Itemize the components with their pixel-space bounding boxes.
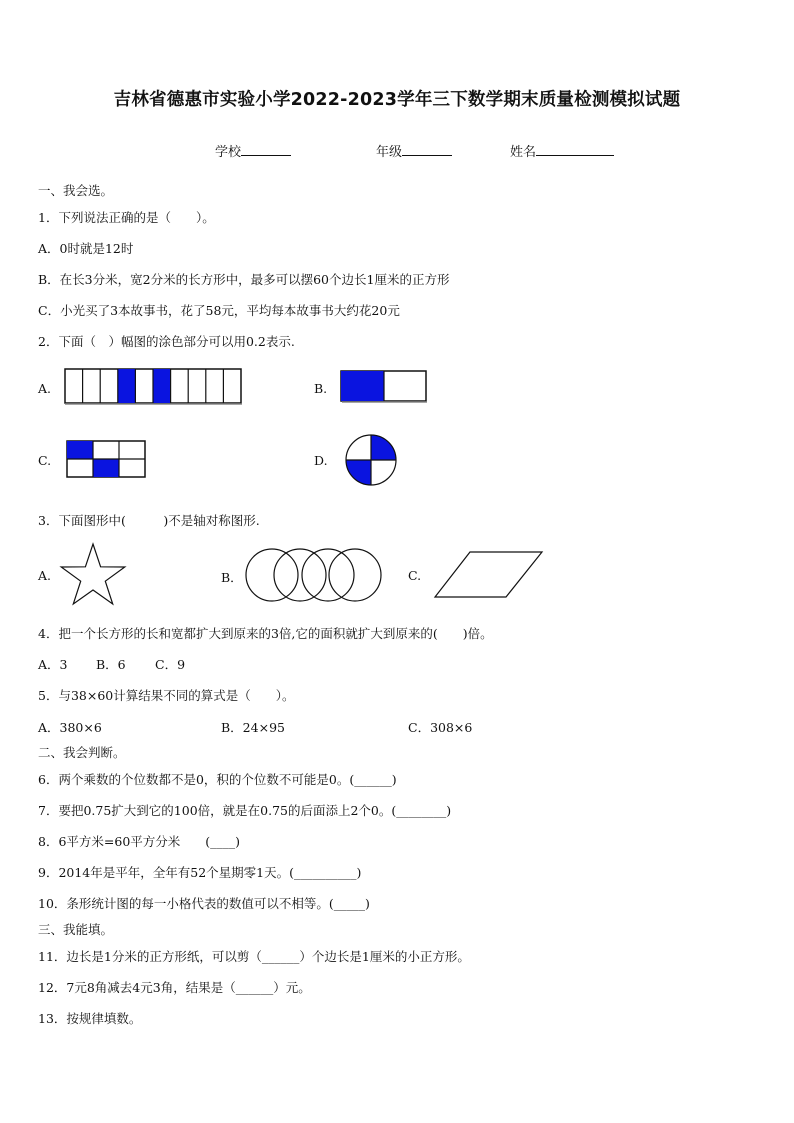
q2-figure-c[interactable]	[66, 440, 148, 480]
q2-figure-a[interactable]	[64, 368, 244, 406]
section-2-heading: 二、我会判断。	[38, 745, 126, 760]
q3-option-b-label[interactable]: B．	[221, 570, 243, 585]
q11-text: 11．边长是1分米的正方形纸，可以剪（______）个边长是1厘米的小正方形。	[38, 949, 470, 964]
q2-option-b-label[interactable]: B.	[314, 381, 328, 396]
q2-figure-d[interactable]	[344, 432, 400, 490]
name-label: 姓名	[510, 145, 537, 160]
q8-text: 8．6平方米=60平方分米 (____)	[38, 834, 241, 849]
q13-text: 13．按规律填数。	[38, 1011, 142, 1026]
q2-option-d-label[interactable]: D.	[314, 453, 328, 468]
q5-option-c[interactable]: C．308×6	[408, 720, 473, 735]
q5-stem: 5．与38×60计算结果不同的算式是（ ）。	[38, 688, 295, 703]
school-label: 学校	[215, 145, 242, 160]
section-3-heading: 三、我能填。	[38, 922, 114, 937]
q3-figure-b-circles[interactable]	[244, 546, 384, 604]
q3-figure-c-parallelogram[interactable]	[434, 551, 546, 599]
q3-option-c-label[interactable]: C.	[408, 568, 422, 583]
q4-option-c[interactable]: C．9	[155, 657, 186, 672]
q7-text: 7．要把0.75扩大到它的100倍，就是在0.75的后面添上2个0。(________)	[38, 803, 452, 818]
q1-stem: 1．下列说法正确的是（ ）。	[38, 210, 215, 225]
q2-option-c-label[interactable]: C.	[38, 453, 52, 468]
q4-stem: 4．把一个长方形的长和宽都扩大到原来的3倍,它的面积就扩大到原来的( )倍。	[38, 626, 493, 641]
q3-stem: 3．下面图形中( )不是轴对称图形.	[38, 513, 260, 528]
grade-field	[376, 141, 452, 160]
school-field	[215, 141, 291, 160]
q1-option-b[interactable]: B．在长3分米，宽2分米的长方形中，最多可以摆60个边长1厘米的正方形	[38, 272, 450, 287]
section-1-heading: 一、我会选。	[38, 183, 114, 198]
name-field	[510, 141, 614, 160]
grade-blank[interactable]	[402, 143, 452, 156]
q5-option-a[interactable]: A．380×6	[38, 720, 102, 735]
q12-text: 12．7元8角减去4元3角，结果是（______）元。	[38, 980, 311, 995]
q2-stem: 2．下面（ ）幅图的涂色部分可以用0.2表示.	[38, 334, 295, 349]
page-title: 吉林省德惠市实验小学2022-2023学年三下数学期末质量检测模拟试题	[113, 90, 681, 110]
q9-text: 9．2014年是平年，全年有52个星期零1天。(__________)	[38, 865, 362, 880]
school-blank[interactable]	[241, 143, 291, 156]
q1-option-c[interactable]: C．小光买了3本故事书，花了58元，平均每本故事书大约花20元	[38, 303, 400, 318]
q6-text: 6．两个乘数的个位数都不是0，积的个位数不可能是0。(______)	[38, 772, 397, 787]
q3-option-a-label[interactable]: A.	[38, 568, 52, 583]
q3-figure-a-star[interactable]	[60, 542, 130, 608]
q2-option-a-label[interactable]: A.	[38, 381, 52, 396]
q4-option-b[interactable]: B．6	[96, 657, 126, 672]
q4-option-a[interactable]: A．3	[38, 657, 68, 672]
q5-option-b[interactable]: B．24×95	[221, 720, 285, 735]
q2-figure-b[interactable]	[340, 370, 428, 404]
q1-option-a[interactable]: A．0时就是12时	[38, 241, 134, 256]
grade-label: 年级	[376, 145, 403, 160]
q10-text: 10．条形统计图的每一小格代表的数值可以不相等。(_____)	[38, 896, 370, 911]
name-blank[interactable]	[536, 143, 614, 156]
